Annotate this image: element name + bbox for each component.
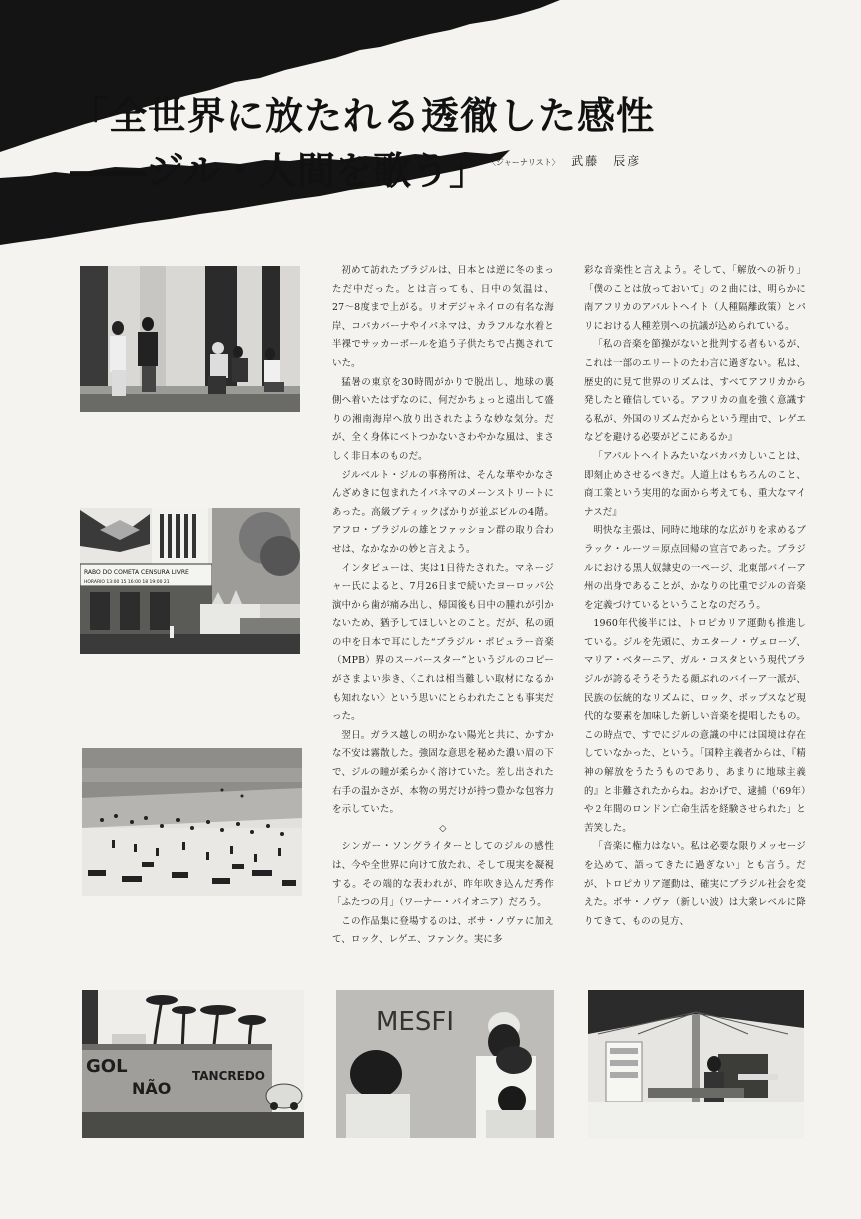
article-title-line1: 「全世界に放たれる透徹した感性 xyxy=(70,94,656,138)
byline xyxy=(488,152,641,169)
author-role: 〈ジャーナリスト〉 xyxy=(488,158,560,167)
cinema-sign-text: RABO DO COMETA CENSURA LIVRE xyxy=(84,569,189,576)
paragraph: インタビューは、実は1日待たされた。マネージャー氏によると、7月26日まで続いたヨーロッパ公演中から歯が痛み出し、帰国後も日中の腫れが引かないため、猶予してほしいとのこと。だが、私の頭の中を日本で耳にした“ブラジル・ポピュラー音楽（MPB）界のスーパースター”というジルのコピーがさまよい歩き、〈これは相当難しい取材になるかも知れない〉という思いにとらわれたことも事実だった。 xyxy=(332,562,554,723)
section-divider: ◇ xyxy=(439,822,447,834)
paragraph: 「私の音楽を節操がないと批判する者もいるが、これは一部のエリートのたわ言に過ぎない。私は、歴史的に見て世界のリズムは、すべてアフリカから発したと確信している。アフリカの血を強く意識する私が、外国のリズムだからという理由で、レゲエなどを避ける必要がどこにあるか』 xyxy=(584,339,806,444)
paragraph: この作品集に登場するのは、ボサ・ノヴァに加えて、ロック、レゲエ、ファンク。実に多 xyxy=(332,915,554,946)
author-name: 武藤 辰彦 xyxy=(571,154,642,168)
paragraph: 初めて訪れたブラジルは、日本とは逆に冬のまっただ中だった。とは言っても、日中の気温は、27〜8度まで上がる。リオデジャネイロの有名な海岸、コパカバーナやイパネマは、カラフルな水着と半裸でサッカーボールを追う子供たちで占拠されていた。 xyxy=(332,265,554,369)
body-column-2 xyxy=(584,262,806,931)
paragraph: 「音楽に権力はない。私は必要な限りメッセージを込めて、語ってきたに過ぎない」とも言う。だが、トロピカリア運動は、確実にブラジル社会を変えた。ボサ・ノヴァ（新しい波）は大衆レベルに降りてきて、ものの見方、 xyxy=(584,841,806,927)
paragraph: 翌日。ガラス越しの明かない陽光と共に、かすかな不安は霧散した。強固な意思を秘めた濃い眉の下で、ジルの瞳が柔らかく溶けていた。差し出された右手の温かさが、本物の男だけが持つ豊かな包容力を示していた。 xyxy=(332,729,554,816)
paragraph: 1960年代後半には、トロピカリア運動も推進している。ジルを先頭に、カエターノ・ヴェローゾ、マリア・ベターニア、ガル・コスタという現代ブラジルが誇るそうそうたる顔ぶれのバイーア一派が、民族の伝統的なリズムに、ロック、ポップスなど現代的な要素を加味した新しい音楽を提唱したもの。この時点で、すでにジルの意識の中には国境は存在していなかった、という。「国粋主義者からは、『精神の解放をうたうものであり、あまりに地球主義的』と非難されたからね。おかげで、逮捕（'69年）や２年間のロンドン亡命生活を経験させられた」と苦笑した。 xyxy=(584,618,806,834)
paragraph: 「アパルトヘイトみたいなバカバカしいことは、即刻止めさせるべきだ。人道上はもちろんのこと、商工業という実用的な面から考えても、重大なマイナスだ』 xyxy=(584,450,806,518)
photo-street-cinema xyxy=(80,508,300,654)
photo-men-doorstep xyxy=(80,266,300,412)
article-title-line2: ――ジル・人間を歌う」 xyxy=(70,149,488,193)
photo-graffiti-wall xyxy=(82,990,304,1138)
paragraph: 彩な音楽性と言えよう。そして、「解放への祈り」「僕のことは放っておいて」の２曲には、明らかに南アフリカのアパルトヘイト（人種隔離政策）とパリにおける人種差別への抗議が込められている。 xyxy=(584,265,806,332)
paragraph: 猛暑の東京を30時間がかりで脱出し、地球の裏側へ着いたはずなのに、何だかちょっと遠出して盛りの湘南海岸へ放り出されたような妙な気分。だが、全く身体にベトつかないさわやかな風は、まさしく非日本のものだ。 xyxy=(332,376,554,462)
graffiti-gol: GOL xyxy=(86,1056,128,1077)
cinema-sign-hours: HORARIO 13:00 15 16:00 18 19:00 21 xyxy=(84,580,170,585)
graffiti-tancredo: TANCREDO xyxy=(192,1069,265,1083)
photo-thatched-bar xyxy=(588,990,804,1138)
graffiti-nao: NÃO xyxy=(132,1079,172,1098)
paragraph: 明快な主張は、同時に地球的な広がりを求めるブラック・ルーツ＝原点回帰の宣言であった。ブラジルにおける黒人奴隷史の一ページ、北東部バイーア州の出身であることが、かなりの比重でジルの音楽を定義づけているということなのだろう。 xyxy=(584,525,806,611)
body-column-1 xyxy=(332,262,554,950)
photo-beach xyxy=(82,748,302,896)
wall-graffiti: MESFI xyxy=(376,1007,454,1037)
paragraph: ジルベルト・ジルの事務所は、そんな華やかなさんざめきに包まれたイパネマのメーンストリートにあった。高級ブティックばかりが並ぶビルの4階。アフロ・ブラジルの雄とファッション群の取り合わせは、なかなかの妙と言えよう。 xyxy=(332,469,554,555)
photo-women-wall xyxy=(336,990,554,1138)
paragraph: シンガー・ソングライターとしてのジルの感性は、今や全世界に向けて放たれ、そして現実を凝視する。その端的な表われが、昨年吹き込んだ秀作「ふたつの月」（ワーナー・パイオニア）だろう。 xyxy=(332,841,554,909)
